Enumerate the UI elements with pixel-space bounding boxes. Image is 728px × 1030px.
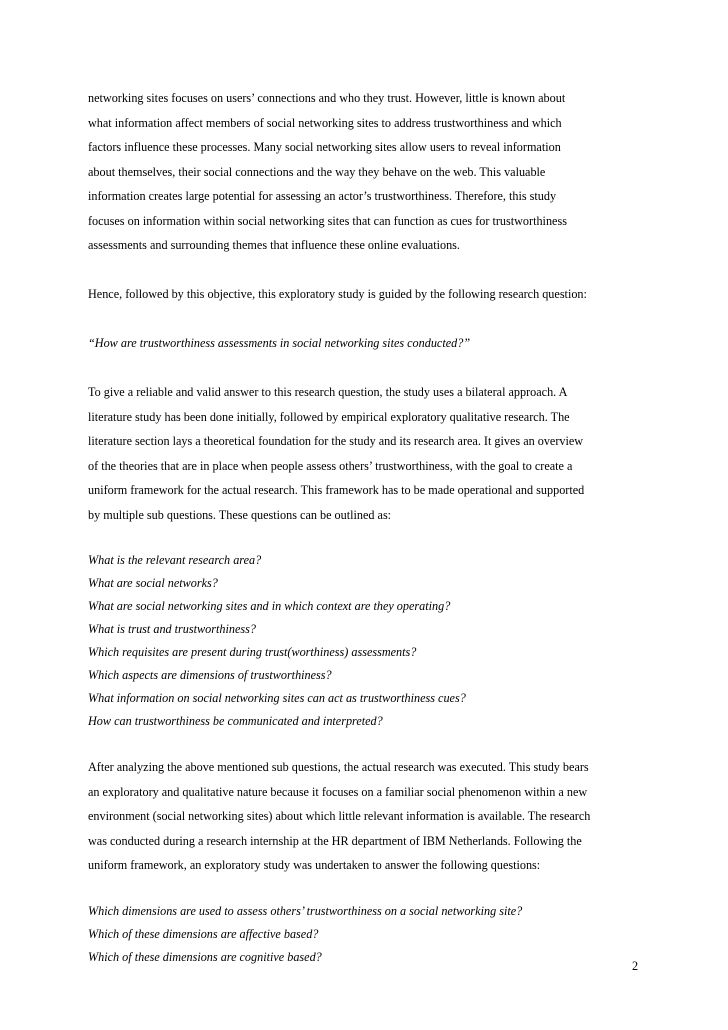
paragraph-objective <box>88 282 648 307</box>
list-item: Which of these dimensions are affective based? <box>88 926 319 941</box>
text-line: To give a reliable and valid answer to this research question, the study uses a bilateral approach. A <box>88 385 568 399</box>
text-line: uniform framework for the actual research. This framework has to be made operational and supported <box>88 483 585 497</box>
list-item: How can trustworthiness be communicated and interpreted? <box>88 714 383 728</box>
list-item: What are social networks? <box>88 576 218 590</box>
page-number: 2 <box>632 959 639 973</box>
list-item: What are social networking sites and in which context are they operating? <box>88 599 451 613</box>
text-line: about themselves, their social connections and the way they behave on the web. This valuable <box>88 164 546 179</box>
text-line: an exploratory and qualitative nature because it focuses on a familiar social phenomenon within a new <box>88 784 588 799</box>
paragraph-gap <box>88 733 648 755</box>
text-line: Hence, followed by this objective, this exploratory study is guided by the following research question: <box>88 287 587 301</box>
text-line: assessments and surrounding themes that influence these online evaluations. <box>88 238 460 252</box>
list-item: Which dimensions are used to assess others’ trustworthiness on a social networking site? <box>88 903 523 918</box>
paragraph-approach <box>88 380 648 527</box>
research-question: “How are trustworthiness assessments in social networking sites conducted?” <box>88 336 471 350</box>
text-line: factors influence these processes. Many social networking sites allow users to reveal information <box>88 140 561 154</box>
text-line: was conducted during a research internship at the HR department of IBM Netherlands. Following the <box>88 833 582 848</box>
list-item: Which aspects are dimensions of trustworthiness? <box>88 668 332 682</box>
text-line: uniform framework, an exploratory study was undertaken to answer the following questions: <box>88 858 541 872</box>
paragraph-gap <box>88 527 648 549</box>
sub-questions-list <box>88 549 648 733</box>
text-line: After analyzing the above mentioned sub questions, the actual research was executed. This study bears <box>88 760 589 774</box>
research-questions-list <box>88 900 648 969</box>
text-line: information creates large potential for assessing an actor’s trustworthiness. Therefore, this study <box>88 189 557 203</box>
text-line: focuses on information within social networking sites that can function as cues for trustworthiness <box>88 213 567 228</box>
text-line: networking sites focuses on users’ connections and who they trust. However, little is known about <box>88 91 566 105</box>
list-item: What information on social networking sites can act as trustworthiness cues? <box>88 691 466 705</box>
list-item: Which requisites are present during trust(worthiness) assessments? <box>88 645 417 659</box>
text-line: what information affect members of social networking sites to address trustworthiness and which <box>88 115 562 130</box>
paragraph-gap <box>88 307 648 332</box>
paragraph-gap <box>88 356 648 381</box>
paragraph-research <box>88 755 648 878</box>
list-item: What is the relevant research area? <box>88 553 262 567</box>
text-line: literature section lays a theoretical foundation for the study and its research area. It gives an overview <box>88 434 584 448</box>
paragraph-gap <box>88 878 648 900</box>
list-item: What is trust and trustworthiness? <box>88 622 256 636</box>
text-line: literature study has been done initially, followed by empirical exploratory qualitative research. The <box>88 409 570 424</box>
paragraph-intro <box>88 86 648 258</box>
text-line: environment (social networking sites) about which little relevant information is available. The research <box>88 809 591 823</box>
text-line: by multiple sub questions. These questions can be outlined as: <box>88 507 392 522</box>
paragraph-gap <box>88 258 648 283</box>
text-line: of the theories that are in place when people assess others’ trustworthiness, with the goal to create a <box>88 458 573 473</box>
list-item: Which of these dimensions are cognitive based? <box>88 949 322 964</box>
